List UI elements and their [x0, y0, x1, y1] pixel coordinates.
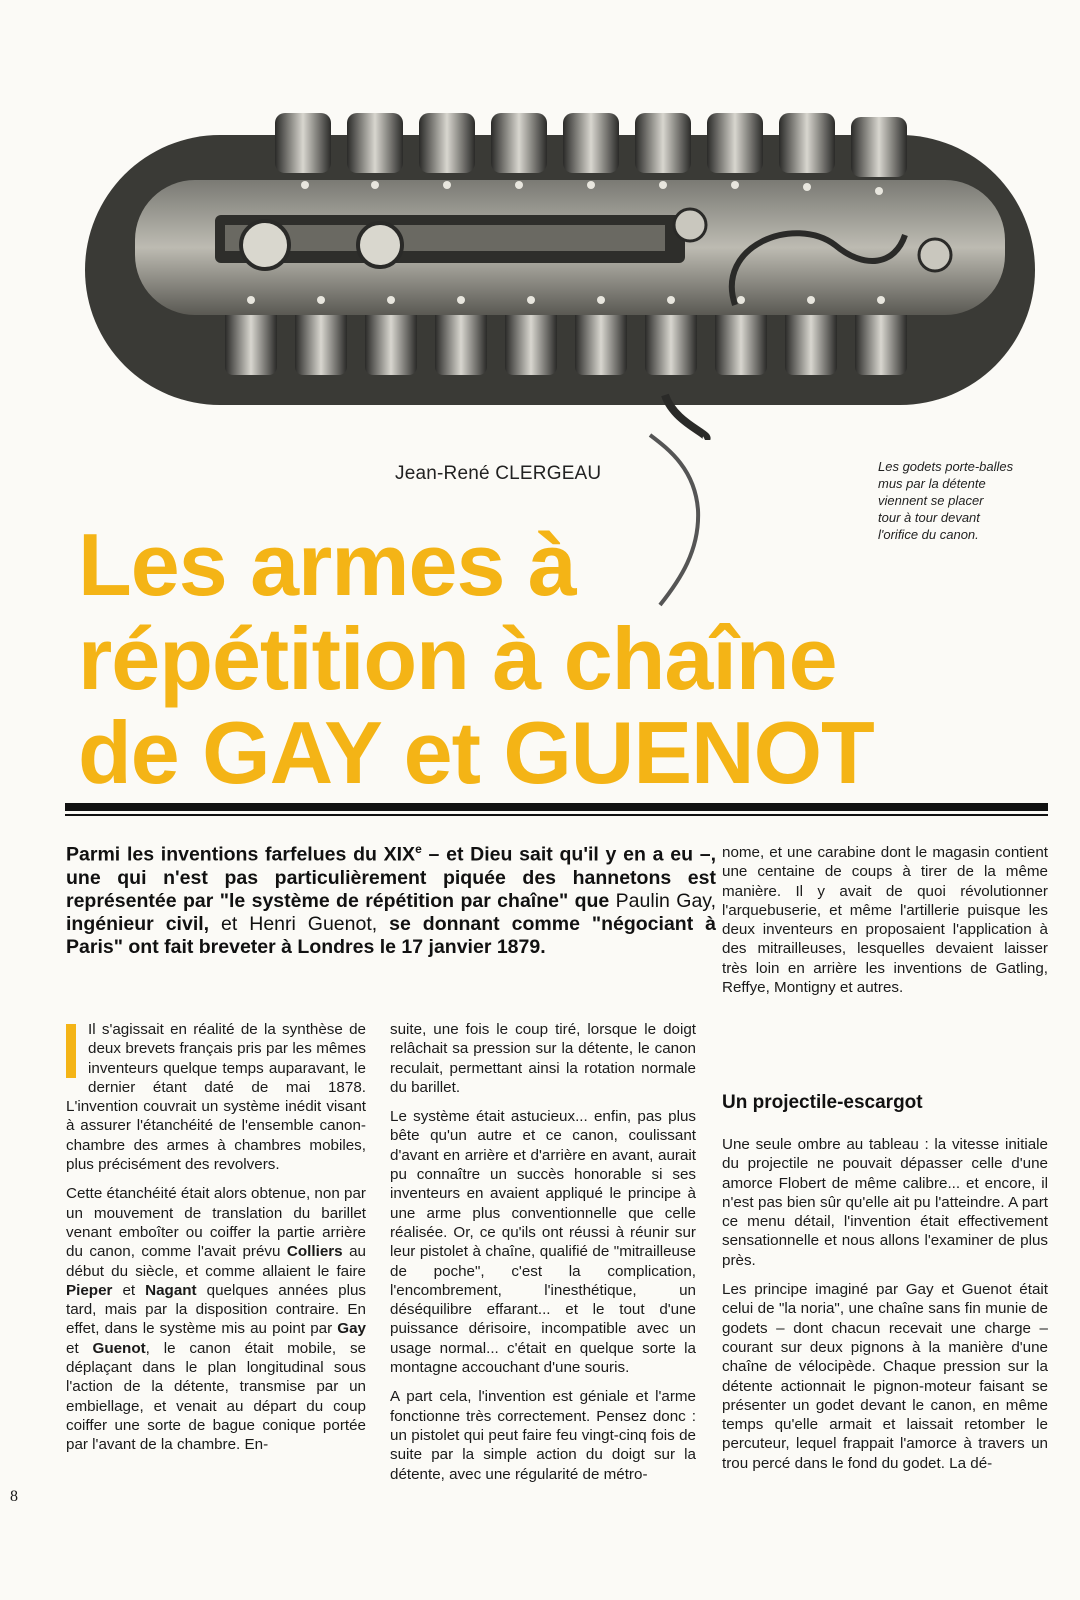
bold-name: Colliers — [286, 1243, 343, 1261]
caption-line: l'orifice du canon. — [878, 527, 979, 542]
paragraph: Une seule ombre au tableau : la vitesse initiale du projectile ne pouvait dépasser celle d'une amorce Flobert de même calibre... et encore, il n'est pas bien sûr qu'elle ait pu l'atteindre. A part ce menu détail, l'invention était effectivement sensationnelle et nous allons l'examiner de plus près. — [722, 1136, 1048, 1269]
paragraph-text: et — [112, 1281, 146, 1299]
paragraph-text: Il s'agissait en réalité de la synthèse de deux brevets français pris par les mêmes inventeurs quelque temps auparavant, le dernier étant daté de mai 1878. L'invention couvrait un système inédit visant à assurer l'étanchéité de l'ensemble canon-chambre des armes à chambres mobiles, plus précisément des revolvers. — [66, 1021, 366, 1174]
author-name: Jean-René CLERGEAU — [395, 463, 602, 484]
paragraph — [66, 1184, 366, 1454]
title-rule-thin — [65, 814, 1048, 816]
column-3-bottom — [722, 1135, 1048, 1483]
title-line-1: Les armes à — [78, 515, 576, 614]
title-rule-thick — [65, 803, 1048, 811]
section-subheading: Un projectile-escargot — [722, 1092, 923, 1113]
title-line-3: de GAY et GUENOT — [78, 703, 874, 802]
caption-line: mus par la détente — [878, 476, 986, 491]
intro-text: se donnant comme "négociant à Paris" ont fait breveter à Londres le 17 janvier 1879. — [66, 912, 716, 958]
paragraph: A part cela, l'invention est géniale et l'arme fonctionne très correctement. Pensez donc : un pistolet qui peut faire feu vingt-cinq fois de suite par la simple action du doigt sur la détente, avec une régularité de métro- — [390, 1388, 696, 1483]
intro-text: et Henri Guenot, — [221, 912, 390, 935]
top-cups — [275, 113, 907, 177]
bold-name: Pieper — [66, 1281, 113, 1299]
dropcap-bar — [66, 1024, 76, 1078]
paragraph-text: quelques années plus tard, mais par la disposition contraire. En effet, dans le système mis au point par — [66, 1281, 366, 1338]
caption-line: viennent se placer — [878, 493, 984, 508]
intro-text: ingénieur civil, — [66, 912, 222, 935]
paragraph-text: , le canon était mobile, se déplaçant dans le plan longitudinal sous l'action de la détente, transmise par un embiellage, et venait au départ du coup coiffer une sorte de bague conique portée par l'avant de la chambre. En- — [66, 1339, 366, 1454]
page-number: 8 — [10, 1488, 18, 1505]
column-3-top — [722, 843, 1048, 1007]
column-2 — [390, 1020, 696, 1494]
paragraph — [66, 1020, 366, 1174]
paragraph: suite, une fois le coup tiré, lorsque le doigt relâchait sa pression sur la détente, le canon reculait, permettant ainsi la rotation normale du barillet. — [390, 1021, 696, 1096]
paragraph-text: au début du siècle, et comme allaient le faire — [66, 1243, 366, 1280]
paragraph-text: et — [66, 1339, 93, 1357]
paragraph: Le système était astucieux... enfin, pas plus bête qu'un autre et ce canon, coulissant d'avant en arrière et d'arrière en avant, aurait pu connaître un succès honorable si ses inventeurs en avaient appliqué le principe à une arme plus conventionnelle que celle réalisée. Or, ce qu'ils ont réussi à réunir sur leur pistolet à chaîne, qualifié de "mitrailleuse de poche", c'est la complication, l'encombrement, l'inesthétique, un déséquilibre effarant... et le tout d'une puissance dérisoire, incompatible avec un usage normal... c'était en quelque sorte la montagne accouchant d'une souris. — [390, 1108, 696, 1377]
bold-name: Guenot — [92, 1339, 146, 1357]
column-1 — [66, 1020, 366, 1465]
caption-line: tour à tour devant — [878, 510, 980, 525]
intro-text: Paulin Gay, — [615, 889, 717, 912]
bold-name: Nagant — [145, 1281, 197, 1299]
paragraph: nome, et une carabine dont le magasin contient une centaine de coups à tirer de la même manière. Il y avait de quoi révolutionner l'arquebuserie, et même l'artillerie puisque les deux inventeurs en proposaient l'application à des mitrailleuses, lesquelles devaient laisser très loin en arrière les inventions de Gatling, Reffye, Montigny et autres. — [722, 844, 1048, 997]
bold-name: Gay — [337, 1320, 366, 1338]
paragraph: Les principe imaginé par Gay et Guenot était celui de "la noria", une chaîne sans fin munie de godets – dont chacun recevait une charge – courant sur deux pignons à la manière d'une chaîne de vélocipède. Chaque pression sur la détente actionnait le pignon-moteur faisant se présenter un godet devant le canon, en même temps qu'elle armait et laissait retomber le percuteur, lequel frappait l'amorce à travers un trou percé dans le fond du godet. La dé- — [722, 1281, 1048, 1472]
intro-paragraph — [66, 838, 716, 959]
intro-text: Parmi les inventions farfelues du XIX — [66, 843, 416, 866]
intro-superscript: e — [415, 842, 422, 856]
intro-text: – et Dieu sait qu'il y en a eu –, une qui n'est pas particulièrement piquée des hannetons est représentée par "le système de répétition par chaîne" que — [66, 843, 716, 912]
title-line-2: répétition à chaîne — [78, 609, 837, 708]
chain-repeating-pistol-photo — [75, 95, 1050, 440]
caption-line: Les godets porte-balles — [878, 459, 1014, 474]
paragraph-text: Cette étanchéité était alors obtenue, non par un mouvement de translation du barillet venant emboîter ou coiffer la partie arrière du canon, comme l'avait prévu — [66, 1185, 366, 1261]
